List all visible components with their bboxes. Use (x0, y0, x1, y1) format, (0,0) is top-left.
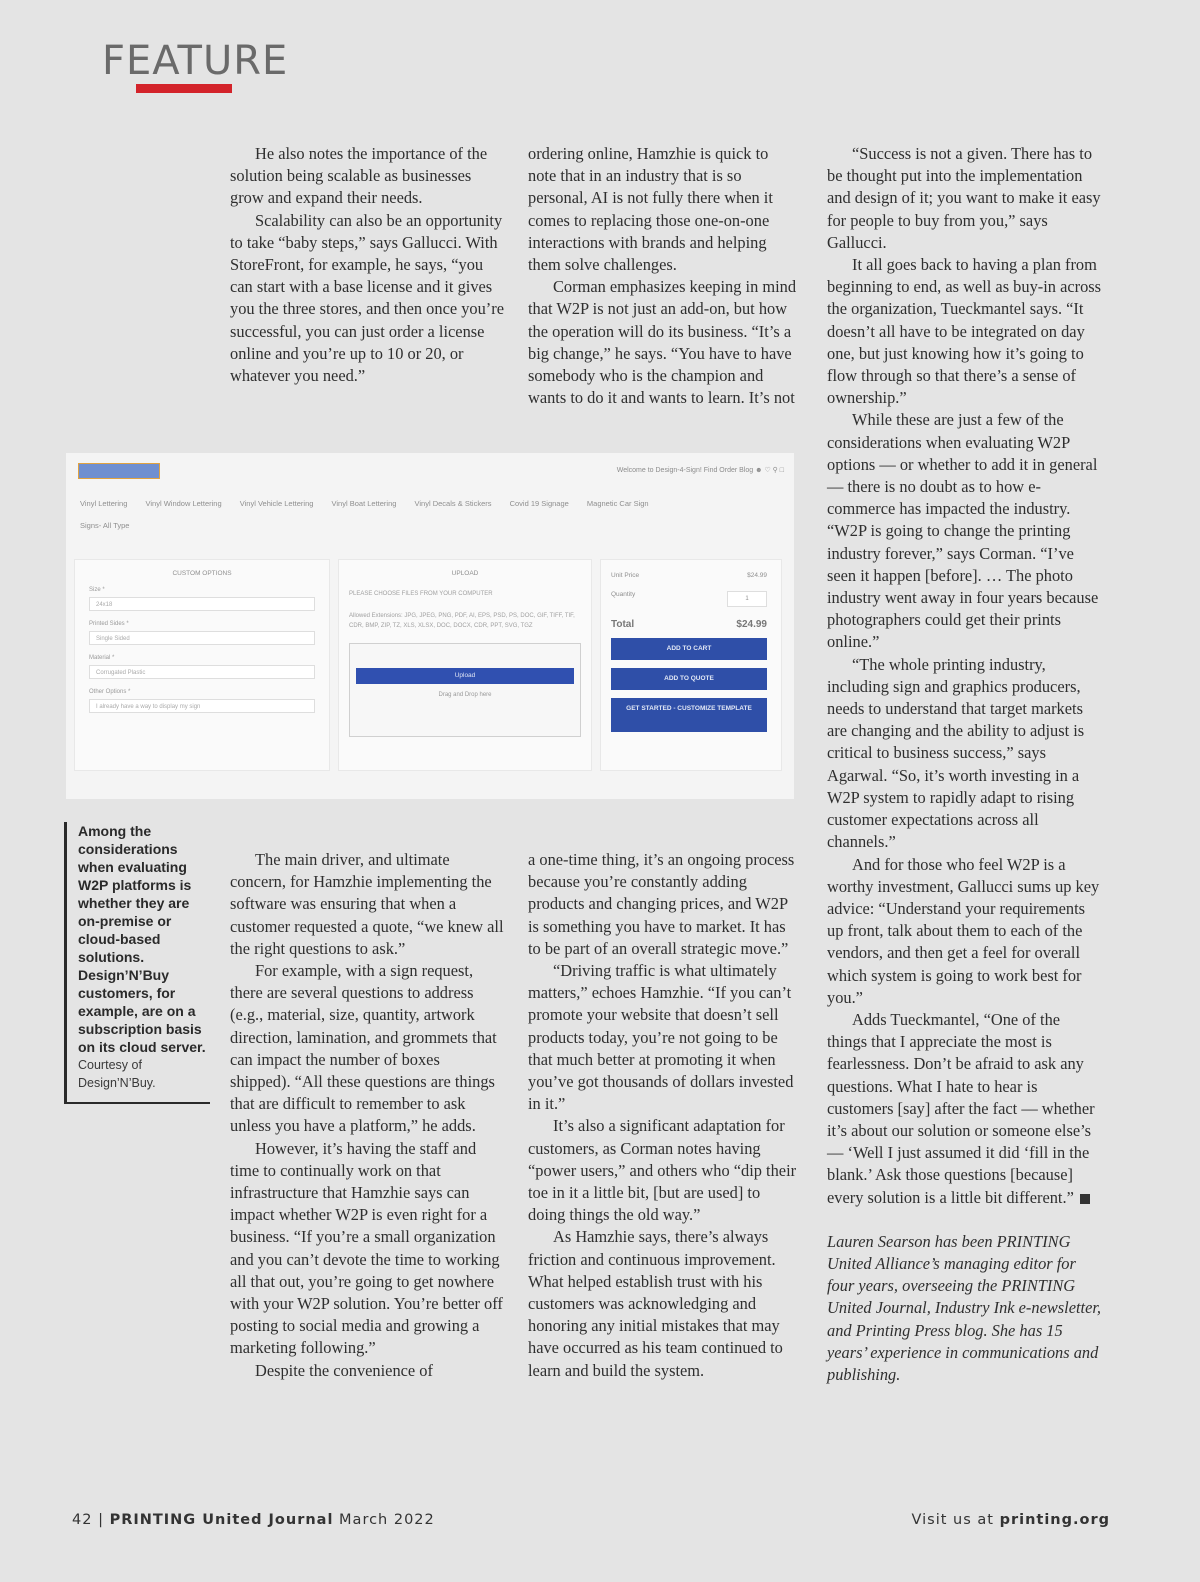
pricing-panel (600, 559, 782, 771)
drag-drop-text: Drag and Drop here (438, 692, 492, 698)
upload-button: Upload (356, 668, 574, 684)
option-select: Single Sided (89, 631, 315, 645)
site-top-links (617, 466, 784, 474)
paragraph: He also notes the importance of the solution being scalable as businesses grow and expand their needs. (230, 144, 488, 208)
paragraph: As Hamzhie says, there’s always friction and continuous improvement. What helped establish trust with his customers was acknowledging and honoring any initial mistakes that may have occurred as his team continued to learn and build the system. (528, 1227, 783, 1380)
paragraph: However, it’s having the staff and time to continually work on that infrastructure that Hamzhie says can impact whether W2P is even right for a business. “If you’re a small organization and you can’t devote the time to working all that out, you’re going to get nowhere with your W2P solution. You’re better off posting to social media and growing a marketing following.” (230, 1138, 503, 1358)
quantity-field: 1 (727, 591, 767, 607)
option-label: Material * (89, 655, 115, 661)
nav-item: Covid 19 Signage (509, 499, 569, 508)
drop-zone (349, 643, 581, 737)
figure-screenshot (66, 453, 794, 799)
panel-title: UPLOAD (451, 570, 479, 577)
paragraph: The main driver, and ultimate concern, for Hamzhie implementing the software was ensuring that when a customer requested a quote, “we knew all the right questions to ask.” (230, 850, 504, 958)
heart-icon: ♡ (764, 467, 771, 474)
nav-item: Vinyl Vehicle Lettering (239, 499, 314, 508)
paragraph: Corman emphasizes keeping in mind that W2P is not just an add-on, but how the operation will do its business. “It’s a big change,” he says. “You have to have somebody who is the champion and wants to do it and wants to learn. It’s not (528, 277, 797, 408)
author-bio: Lauren Searson has been PRINTING United Alliance’s managing editor for four years, overseeing the PRINTING United Journal, Industry Ink e-newsletter, and Printing Press blog. She has 15 years’ experience in communications and publishing. (827, 1231, 1102, 1384)
paragraph: ordering online, Hamzhie is quick to note that in an industry that is so personal, AI is not fully there when it comes to replacing those one-on-one interactions with brands and helping them solve challenges. (528, 144, 773, 275)
issue-date: March 2022 (339, 1512, 435, 1528)
nav-item: Vinyl Decals & Stickers (414, 499, 492, 508)
upload-extensions: Allowed Extensions: JPG, JPEG, PNG, PDF, AI, EPS, PSD, PS, DOC, GIF, TIFF, TIF, CDR, BMP, ZIP, TZ, XLS, XLSX, DOC, DOCX, CDR, PPT, SVG, TGZ (349, 613, 575, 629)
unit-price-label: Unit Price (611, 572, 640, 579)
paragraph: “The whole printing industry, including sign and graphics producers, needs to understand that target markets are changing and the ability to adjust is critical to business success,” says Agarwal. “So, it’s worth investing in a W2P system to rapidly adapt to rising customer expectations across all channels.” (827, 654, 1085, 852)
add-to-quote-button: ADD TO QUOTE (611, 668, 767, 690)
custom-options-panel (74, 559, 330, 771)
paragraph: “Driving traffic is what ultimately matters,” echoes Hamzhie. “If you can’t promote your website that doesn’t sell products today, you’re not going to be that much better at promoting it when you’ve got thousands of dollars invested in it.” (528, 961, 794, 1114)
caption-text: Among the considerations when evaluating W2P platforms is whether they are on-premise or cloud-based solutions. Design’N’Buy customers, for example, are on a subscription basis on its cloud server. (78, 823, 206, 1055)
quantity-label: Quantity (611, 591, 636, 598)
footer-left (72, 1512, 435, 1528)
option-label: Printed Sides * (89, 621, 129, 627)
paragraph: “Success is not a given. There has to be thought put into the implementation and design of it; you want to make it easy for people to buy from you,” says Gallucci. (827, 144, 1101, 252)
caption-credit: Courtesy of Design’N’Buy. (78, 1058, 156, 1090)
search-icon: ⚲ (772, 467, 778, 474)
page-number: 42 (72, 1512, 93, 1528)
total-label: Total (611, 619, 635, 630)
figure-caption (64, 822, 210, 1104)
quantity-row (611, 591, 767, 607)
paragraph: For example, with a sign request, there are several questions to address (e.g., material, size, quantity, artwork direction, lamination, and grommets that can impact the number of boxes shipped). “All these questions are things that are difficult to remember to ask unless you have a platform,” he adds. (230, 961, 497, 1136)
option-select: 24x18 (89, 597, 315, 611)
upload-panel (338, 559, 592, 771)
nav-item: Signs- All Type (80, 521, 130, 530)
nav-item: Vinyl Lettering (80, 499, 128, 508)
paragraph (827, 1009, 1103, 1209)
paragraph: While these are just a few of the considerations when evaluating W2P options — or whether to add it in general — there is no doubt as to how e-commerce has impacted the industry. “W2P is going to change the printing industry forever,” says Corman. “I’ve seen it happen [before]. … The photo industry went away in four years because photographers could get their prints online.” (827, 410, 1099, 652)
site-nav (80, 493, 740, 537)
paragraph: It all goes back to having a plan from beginning to end, as well as buy-in across the organization, Tueckmantel says. “It doesn’t all have to be integrated on day one, but just knowing how it’s going to flow through so that there’s a sense of ownership.” (827, 255, 1102, 408)
unit-price-row (611, 572, 767, 579)
option-label: Size * (89, 587, 105, 593)
option-label: Other Options * (89, 689, 131, 695)
column-3 (827, 143, 1103, 1386)
add-to-cart-button: ADD TO CART (611, 638, 767, 660)
column-1-bottom (230, 849, 504, 1382)
user-icon: ☻ (755, 467, 763, 474)
footer-separator: | (98, 1512, 104, 1528)
footer-right (912, 1512, 1110, 1528)
total-row (611, 619, 767, 630)
paragraph: It’s also a significant adaptation for customers, as Corman notes having “power users,” and others who “dip their toe in it a little bit, [but are used] to doing things the old way.” (528, 1116, 797, 1225)
visit-text: Visit us at (911, 1512, 994, 1528)
total-value: $24.99 (736, 619, 767, 630)
option-select: Corrugated Plastic (89, 665, 315, 679)
paragraph: Despite the convenience of (255, 1360, 433, 1380)
paragraph: a one-time thing, it’s an ongoing process because you’re constantly adding products and changing prices, and W2P is something you have to market. It has to be part of an overall strategic move.” (528, 850, 795, 958)
paragraph: Scalability can also be an opportunity to take “baby steps,” says Gallucci. With StoreFront, for example, he says, “you can start with a base license and it gives you the three stores, and then once you’re successful, you can just order a license online and you’re up to 10 or 20, or whatever you need.” (230, 210, 504, 386)
site-top-links-text: Welcome to Design-4-Sign! Find Order Blog (616, 467, 754, 474)
column-1-top (230, 143, 508, 387)
panel-title: CUSTOM OPTIONS (172, 570, 232, 577)
site-link[interactable]: printing.org (999, 1512, 1110, 1528)
option-select: I already have a way to display my sign (89, 699, 315, 713)
get-started-button: GET STARTED - CUSTOMIZE TEMPLATE (611, 698, 767, 732)
column-2-top (528, 143, 800, 409)
site-logo (78, 463, 160, 479)
section-title: FEATURE (102, 38, 289, 84)
paragraph: And for those who feel W2P is a worthy investment, Gallucci sums up key advice: “Understand your requirements up front, talk about them to each of the vendors, and then get a feel for overall which system is going to work best for you.” (827, 854, 1100, 1007)
upload-prompt: PLEASE CHOOSE FILES FROM YOUR COMPUTER (349, 591, 493, 597)
end-mark-icon (1080, 1194, 1090, 1204)
nav-item: Vinyl Window Lettering (145, 499, 222, 508)
cart-icon: □ (779, 467, 784, 474)
nav-item: Vinyl Boat Lettering (331, 499, 397, 508)
journal-name: PRINTING United Journal (109, 1512, 334, 1528)
section-accent-bar (136, 84, 232, 93)
nav-item: Magnetic Car Sign (586, 499, 649, 508)
paragraph-text: Adds Tueckmantel, “One of the things that I appreciate the most is fearlessness. Don’t be afraid to ask any questions. What I hate to hear is customers [say] after the fact — whether it’s about our solution or someone else’s — ‘Well I just assumed it did ‘fill in the blank.’ Ask those questions [because] every solution is a little bit different.” (827, 1009, 1095, 1207)
column-2-bottom (528, 849, 800, 1382)
unit-price-value: $24.99 (747, 572, 767, 579)
